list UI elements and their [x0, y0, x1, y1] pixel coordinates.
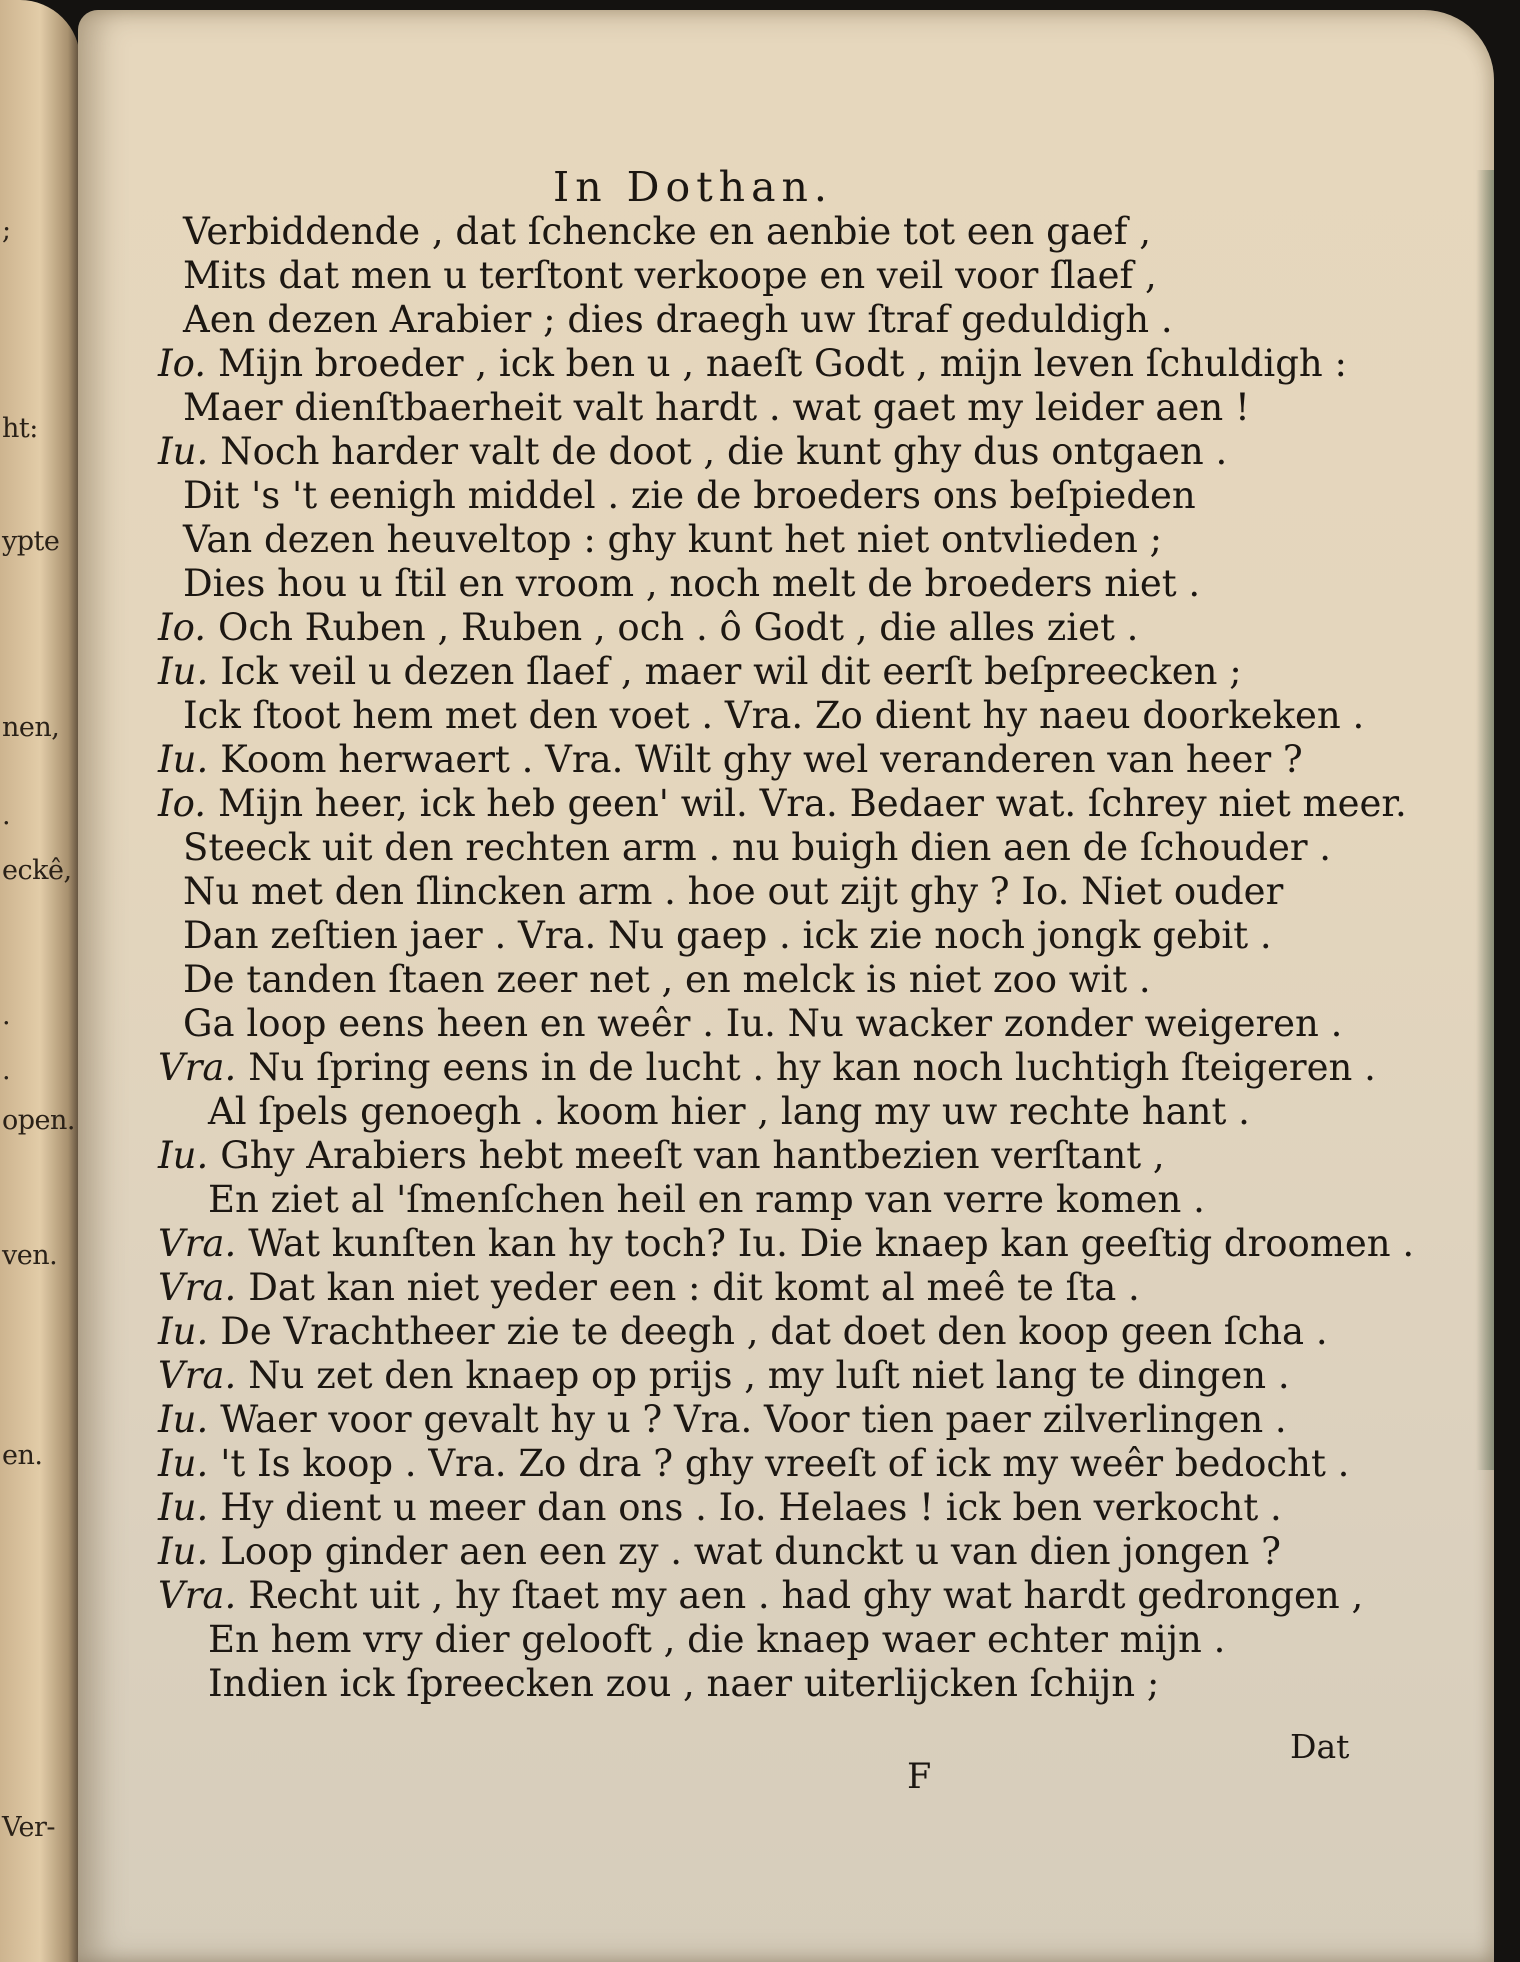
- left-fragment: ven.: [2, 1240, 58, 1271]
- verse-text: Nu met den ſlincken arm . hoe out zijt ghy ? Io. Niet ouder: [183, 870, 1284, 913]
- verse-text: Wat kunſten kan hy toch? Iu. Die knaep kan geeſtig droomen .: [248, 1222, 1415, 1265]
- speaker: Iu.: [158, 1442, 209, 1485]
- verse-line: [158, 650, 1242, 694]
- verse-line: [183, 958, 1151, 1002]
- speaker: Vra.: [158, 1046, 237, 1089]
- verse-line: [158, 1398, 1287, 1442]
- verse-line: [183, 298, 1173, 342]
- verse-line: [183, 386, 1250, 430]
- speaker: Vra.: [158, 1354, 237, 1397]
- verse-text: De Vrachtheer zie te deegh , dat doet den koop geen ſcha .: [220, 1310, 1328, 1353]
- verse-line: [158, 342, 1347, 386]
- verse-text: Mijn broeder , ick ben u , naeſt Godt , mijn leven ſchuldigh :: [218, 342, 1347, 385]
- verse-line: [158, 1574, 1363, 1618]
- verse-text: Dies hou u ſtil en vroom , noch melt de broeders niet .: [183, 562, 1201, 605]
- speaker: Vra.: [158, 1574, 237, 1617]
- verse-text: Och Ruben , Ruben , och . ô Godt , die alles ziet .: [218, 606, 1139, 649]
- verse-line: [183, 210, 1151, 254]
- speaker: Iu.: [158, 430, 209, 473]
- verse-text: Dan zeſtien jaer . Vra. Nu gaep . ick zie noch jongk gebit .: [183, 914, 1272, 957]
- speaker: Io.: [158, 606, 207, 649]
- left-fragment: .: [2, 1000, 11, 1031]
- page-edge-shadow: [1476, 170, 1494, 1470]
- verse-text: Verbiddende , dat ſchencke en aenbie tot een gaef ,: [183, 210, 1151, 253]
- verse-text: En ziet al 'ſmenſchen heil en ramp van verre komen .: [208, 1178, 1205, 1221]
- verse-text: Ick veil u dezen ſlaef , maer wil dit eerſt beſpreecken ;: [220, 650, 1242, 693]
- verse-text: En hem vry dier gelooft , die knaep waer echter mijn .: [208, 1618, 1226, 1661]
- left-fragment: open.: [2, 1105, 75, 1136]
- verse-text: Van dezen heuveltop : ghy kunt het niet ontvlieden ;: [183, 518, 1163, 561]
- speaker: Vra.: [158, 1266, 237, 1309]
- verse-line: [158, 1486, 1282, 1530]
- verse-line: [158, 606, 1138, 650]
- speaker: Iu.: [158, 650, 209, 693]
- running-head: In Dothan.: [553, 163, 833, 211]
- verse-line: [158, 1310, 1328, 1354]
- verse-text: Steeck uit den rechten arm . nu buigh dien aen de ſchouder .: [183, 826, 1332, 869]
- verse-line: [208, 1178, 1205, 1222]
- verse-text: Maer dienſtbaerheit valt hardt . wat gaet my leider aen !: [183, 386, 1250, 429]
- verse-text: Noch harder valt de doot , die kunt ghy dus ontgaen .: [220, 430, 1228, 473]
- verse-text: Waer voor gevalt hy u ? Vra. Voor tien paer zilverlingen .: [220, 1398, 1287, 1441]
- verse-line: [208, 1090, 1250, 1134]
- verse-line: [183, 914, 1272, 958]
- verse-line: [183, 474, 1196, 518]
- verse-text: De tanden ſtaen zeer net , en melck is niet zoo wit .: [183, 958, 1151, 1001]
- verse-text: Ghy Arabiers hebt meeſt van hantbezien verſtant ,: [220, 1134, 1165, 1177]
- verse-line: [158, 1530, 1281, 1574]
- speaker: Iu.: [158, 738, 209, 781]
- verse-line: [158, 1046, 1376, 1090]
- verse-text: Koom herwaert . Vra. Wilt ghy wel veranderen van heer ?: [220, 738, 1303, 781]
- verse-line: [208, 1618, 1225, 1662]
- verse-text: Al ſpels genoegh . koom hier , lang my uw rechte hant .: [208, 1090, 1250, 1133]
- speaker: Io.: [158, 782, 207, 825]
- speaker: Vra.: [158, 1222, 237, 1265]
- verse-line: [158, 1442, 1349, 1486]
- verse-text: 't Is koop . Vra. Zo dra ? ghy vreeſt of ick my weêr bedocht .: [220, 1442, 1350, 1485]
- verse-text: Recht uit , hy ſtaet my aen . had ghy wat hardt gedrongen ,: [248, 1574, 1364, 1617]
- speaker: Iu.: [158, 1134, 209, 1177]
- verse-line: [183, 254, 1157, 298]
- verse-line: [183, 518, 1162, 562]
- verse-text: Loop ginder aen een zy . wat dunckt u van dien jongen ?: [220, 1530, 1281, 1573]
- verse-line: [183, 826, 1331, 870]
- verse-line: [158, 738, 1303, 782]
- left-fragment: ht:: [2, 413, 38, 444]
- verse-line: [183, 562, 1200, 606]
- verse-text: Ick ſtoot hem met den voet . Vra. Zo dient hy naeu doorkeken .: [183, 694, 1365, 737]
- speaker: Iu.: [158, 1310, 209, 1353]
- verse-text: Nu zet den knaep op prijs , my luſt niet lang te dingen .: [248, 1354, 1290, 1397]
- left-fragment: en.: [2, 1440, 43, 1471]
- speaker: Iu.: [158, 1398, 209, 1441]
- verse-text: Dat kan niet yeder een : dit komt al meê te ſta .: [248, 1266, 1140, 1309]
- verse-text: Hy dient u meer dan ons . Io. Helaes ! ick ben verkocht .: [220, 1486, 1282, 1529]
- left-fragment: nen,: [2, 712, 60, 743]
- verse-line: [158, 1134, 1165, 1178]
- left-fragment: .: [2, 1055, 11, 1086]
- verse-line: [158, 782, 1407, 826]
- left-fragment: eckê,: [2, 855, 72, 886]
- left-fragment: ypte: [2, 526, 60, 557]
- verse-line: [183, 694, 1364, 738]
- catchword: Dat: [1290, 1727, 1350, 1766]
- left-page-edge: [0, 0, 80, 1962]
- verse-line: [183, 1002, 1342, 1046]
- left-fragment: Ver-: [2, 1812, 56, 1843]
- verse-text: Aen dezen Arabier ; dies draegh uw ſtraf geduldigh .: [183, 298, 1173, 341]
- verse-text: Indien ick ſpreecken zou , naer uiterlijcken ſchijn ;: [208, 1662, 1160, 1705]
- verse-line: [183, 870, 1283, 914]
- left-fragment: .: [2, 800, 11, 831]
- speaker: Iu.: [158, 1530, 209, 1573]
- verse-text: Dit 's 't eenigh middel . zie de broeders ons beſpieden: [183, 474, 1196, 517]
- verse-line: [158, 1266, 1140, 1310]
- book-page: [78, 10, 1494, 1962]
- verse-text: Mits dat men u terſtont verkoope en veil voor ſlaef ,: [183, 254, 1157, 297]
- left-fragment: ;: [2, 215, 11, 246]
- verse-line: [158, 1354, 1290, 1398]
- signature-mark: F: [907, 1757, 932, 1797]
- speaker: Iu.: [158, 1486, 209, 1529]
- verse-line: [208, 1662, 1159, 1706]
- verse-text: Nu ſpring eens in de lucht . hy kan noch luchtigh ſteigeren .: [248, 1046, 1376, 1089]
- verse-line: [158, 1222, 1414, 1266]
- verse-line: [158, 430, 1227, 474]
- verse-text: Mijn heer, ick heb geen' wil. Vra. Bedaer wat. ſchrey niet meer.: [218, 782, 1407, 825]
- verse-text: Ga loop eens heen en weêr . Iu. Nu wacker zonder weigeren .: [183, 1002, 1343, 1045]
- speaker: Io.: [158, 342, 207, 385]
